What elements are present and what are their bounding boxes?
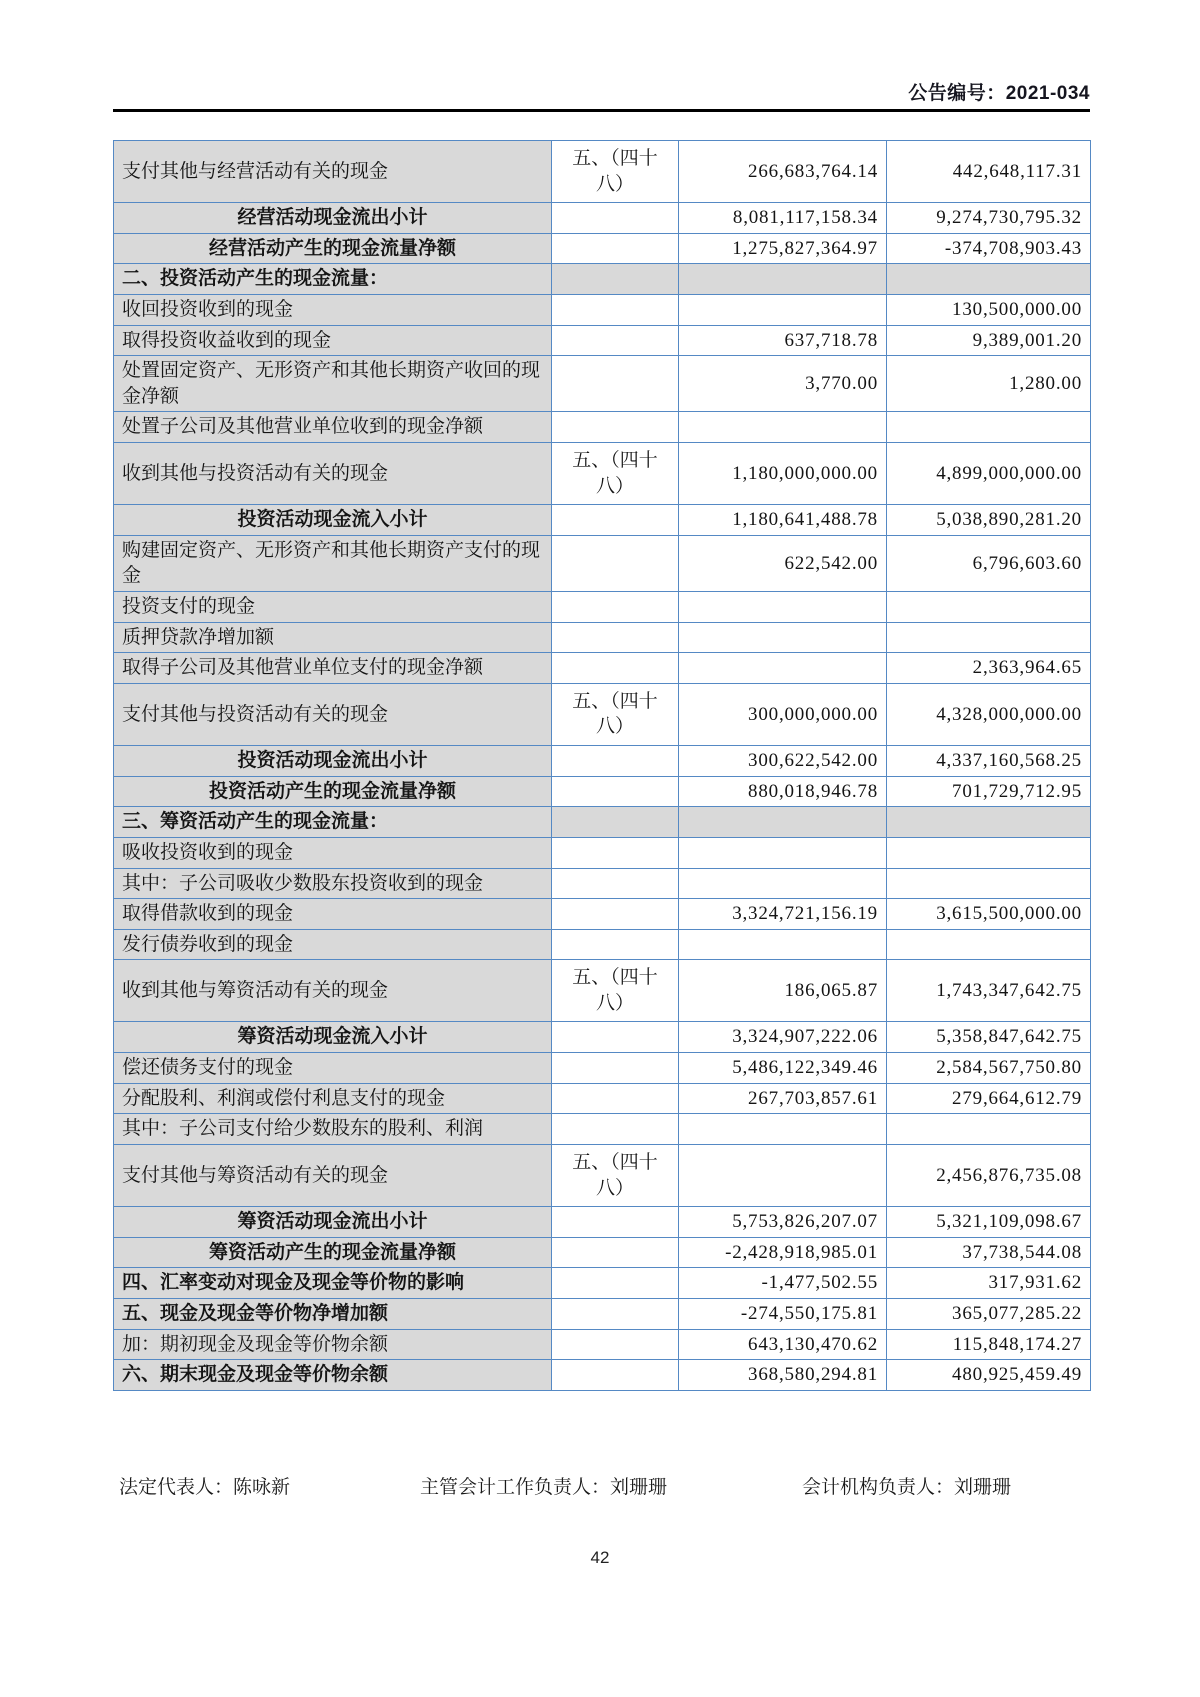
table-row [114, 1145, 1091, 1207]
row-prior-value: 6,796,603.60 [887, 535, 1091, 591]
table-row [114, 1083, 1091, 1114]
table-row [114, 807, 1091, 838]
row-label: 取得投资收益收到的现金 [114, 325, 552, 356]
row-note: 五、（四十八） [552, 1145, 679, 1207]
row-label: 分配股利、利润或偿付利息支付的现金 [114, 1083, 552, 1114]
row-prior-value [887, 592, 1091, 623]
row-prior-value: 115,848,174.27 [887, 1329, 1091, 1360]
table-row [114, 1022, 1091, 1053]
row-label: 筹资活动现金流出小计 [114, 1207, 552, 1238]
row-note [552, 1207, 679, 1238]
table-row [114, 1329, 1091, 1360]
row-label: 三、筹资活动产生的现金流量： [114, 807, 552, 838]
row-note [552, 776, 679, 807]
row-prior-value: 4,899,000,000.00 [887, 443, 1091, 505]
row-label: 支付其他与筹资活动有关的现金 [114, 1145, 552, 1207]
table-row [114, 203, 1091, 234]
table-row [114, 929, 1091, 960]
row-label: 二、投资活动产生的现金流量： [114, 264, 552, 295]
row-label: 处置子公司及其他营业单位收到的现金净额 [114, 412, 552, 443]
row-note [552, 745, 679, 776]
table-row [114, 837, 1091, 868]
row-current-value: 5,486,122,349.46 [679, 1053, 887, 1084]
table-row [114, 443, 1091, 505]
table-row [114, 653, 1091, 684]
row-current-value: 3,324,907,222.06 [679, 1022, 887, 1053]
row-label: 其中：子公司支付给少数股东的股利、利润 [114, 1114, 552, 1145]
row-current-value: 186,065.87 [679, 960, 887, 1022]
row-current-value [679, 929, 887, 960]
cash-flow-table-body [114, 141, 1091, 1391]
legal-representative: 法定代表人：陈咏新 [119, 1477, 291, 1498]
table-row [114, 1268, 1091, 1299]
row-label: 筹资活动产生的现金流量净额 [114, 1237, 552, 1268]
row-note [552, 535, 679, 591]
row-prior-value: 1,280.00 [887, 356, 1091, 412]
row-prior-value [887, 412, 1091, 443]
table-row [114, 683, 1091, 745]
row-current-value [679, 592, 887, 623]
row-note [552, 622, 679, 653]
row-label: 支付其他与投资活动有关的现金 [114, 683, 552, 745]
row-note [552, 1083, 679, 1114]
row-note [552, 233, 679, 264]
table-row [114, 868, 1091, 899]
row-note [552, 807, 679, 838]
row-current-value: 3,770.00 [679, 356, 887, 412]
row-current-value: 1,275,827,364.97 [679, 233, 887, 264]
row-current-value [679, 653, 887, 684]
table-row [114, 1237, 1091, 1268]
row-label: 投资活动产生的现金流量净额 [114, 776, 552, 807]
row-prior-value: 701,729,712.95 [887, 776, 1091, 807]
row-prior-value: 1,743,347,642.75 [887, 960, 1091, 1022]
row-prior-value [887, 264, 1091, 295]
row-label: 六、期末现金及现金等价物余额 [114, 1360, 552, 1391]
row-prior-value: 5,038,890,281.20 [887, 505, 1091, 536]
row-note [552, 929, 679, 960]
row-note [552, 505, 679, 536]
table-row [114, 776, 1091, 807]
row-note [552, 1329, 679, 1360]
row-current-value [679, 1145, 887, 1207]
header-rule [113, 109, 1090, 112]
table-row [114, 535, 1091, 591]
row-prior-value: 130,500,000.00 [887, 294, 1091, 325]
row-current-value [679, 1114, 887, 1145]
table-row [114, 622, 1091, 653]
row-label: 支付其他与经营活动有关的现金 [114, 141, 552, 203]
table-row [114, 505, 1091, 536]
row-current-value: 1,180,000,000.00 [679, 443, 887, 505]
row-prior-value: 5,321,109,098.67 [887, 1207, 1091, 1238]
row-note [552, 356, 679, 412]
row-prior-value: 442,648,117.31 [887, 141, 1091, 203]
table-row [114, 356, 1091, 412]
row-prior-value: 2,363,964.65 [887, 653, 1091, 684]
row-current-value [679, 807, 887, 838]
row-prior-value: 37,738,544.08 [887, 1237, 1091, 1268]
row-prior-value: 480,925,459.49 [887, 1360, 1091, 1391]
row-note [552, 1298, 679, 1329]
row-prior-value: 9,274,730,795.32 [887, 203, 1091, 234]
row-label: 收到其他与筹资活动有关的现金 [114, 960, 552, 1022]
row-current-value [679, 868, 887, 899]
row-current-value: 1,180,641,488.78 [679, 505, 887, 536]
row-current-value [679, 622, 887, 653]
announcement-number: 公告编号：2021-034 [908, 83, 1090, 104]
row-note: 五、（四十八） [552, 683, 679, 745]
row-note [552, 203, 679, 234]
row-label: 吸收投资收到的现金 [114, 837, 552, 868]
table-row [114, 1360, 1091, 1391]
row-prior-value [887, 837, 1091, 868]
row-current-value: -274,550,175.81 [679, 1298, 887, 1329]
row-note [552, 653, 679, 684]
table-row [114, 264, 1091, 295]
row-note [552, 412, 679, 443]
row-label: 购建固定资产、无形资产和其他长期资产支付的现金 [114, 535, 552, 591]
row-current-value: 8,081,117,158.34 [679, 203, 887, 234]
row-prior-value: 3,615,500,000.00 [887, 899, 1091, 930]
row-note [552, 1237, 679, 1268]
row-label: 取得借款收到的现金 [114, 899, 552, 930]
row-current-value [679, 294, 887, 325]
row-note [552, 264, 679, 295]
row-label: 收回投资收到的现金 [114, 294, 552, 325]
row-prior-value: 5,358,847,642.75 [887, 1022, 1091, 1053]
table-row [114, 141, 1091, 203]
row-prior-value [887, 1114, 1091, 1145]
row-prior-value: 2,456,876,735.08 [887, 1145, 1091, 1207]
row-prior-value: 365,077,285.22 [887, 1298, 1091, 1329]
accounting-agency-head: 会计机构负责人：刘珊珊 [802, 1477, 1012, 1498]
row-current-value: 300,000,000.00 [679, 683, 887, 745]
row-label: 加：期初现金及现金等价物余额 [114, 1329, 552, 1360]
row-label: 投资活动现金流入小计 [114, 505, 552, 536]
row-prior-value [887, 807, 1091, 838]
row-current-value [679, 412, 887, 443]
row-note [552, 1114, 679, 1145]
row-prior-value: 9,389,001.20 [887, 325, 1091, 356]
row-current-value [679, 264, 887, 295]
row-current-value: 5,753,826,207.07 [679, 1207, 887, 1238]
row-label: 投资支付的现金 [114, 592, 552, 623]
row-prior-value: 2,584,567,750.80 [887, 1053, 1091, 1084]
signatories-footer [113, 1472, 1090, 1502]
row-label: 发行债券收到的现金 [114, 929, 552, 960]
row-current-value [679, 837, 887, 868]
row-current-value: 622,542.00 [679, 535, 887, 591]
table-row [114, 1053, 1091, 1084]
row-label: 质押贷款净增加额 [114, 622, 552, 653]
row-note: 五、（四十八） [552, 443, 679, 505]
table-row [114, 325, 1091, 356]
row-label: 偿还债务支付的现金 [114, 1053, 552, 1084]
row-note [552, 294, 679, 325]
row-label: 其中：子公司吸收少数股东投资收到的现金 [114, 868, 552, 899]
page-number: 42 [590, 1548, 610, 1567]
row-label: 经营活动产生的现金流量净额 [114, 233, 552, 264]
row-note: 五、（四十八） [552, 141, 679, 203]
cash-flow-table [113, 140, 1091, 1391]
row-label: 筹资活动现金流入小计 [114, 1022, 552, 1053]
table-row [114, 294, 1091, 325]
row-note [552, 325, 679, 356]
row-prior-value [887, 868, 1091, 899]
row-current-value: 3,324,721,156.19 [679, 899, 887, 930]
row-label: 五、现金及现金等价物净增加额 [114, 1298, 552, 1329]
row-prior-value [887, 622, 1091, 653]
row-note: 五、（四十八） [552, 960, 679, 1022]
table-row [114, 1298, 1091, 1329]
row-note [552, 1268, 679, 1299]
row-current-value: -1,477,502.55 [679, 1268, 887, 1299]
row-note [552, 1360, 679, 1391]
row-current-value: 267,703,857.61 [679, 1083, 887, 1114]
row-note [552, 868, 679, 899]
row-prior-value [887, 929, 1091, 960]
row-label: 取得子公司及其他营业单位支付的现金净额 [114, 653, 552, 684]
row-current-value: -2,428,918,985.01 [679, 1237, 887, 1268]
row-note [552, 592, 679, 623]
row-note [552, 1022, 679, 1053]
row-current-value: 643,130,470.62 [679, 1329, 887, 1360]
row-current-value: 637,718.78 [679, 325, 887, 356]
chief-accounting-officer: 主管会计工作负责人：刘珊珊 [420, 1477, 668, 1498]
table-row [114, 899, 1091, 930]
row-prior-value: -374,708,903.43 [887, 233, 1091, 264]
row-current-value: 368,580,294.81 [679, 1360, 887, 1391]
table-row [114, 745, 1091, 776]
row-prior-value: 279,664,612.79 [887, 1083, 1091, 1114]
table-row [114, 233, 1091, 264]
table-row [114, 592, 1091, 623]
table-row [114, 1114, 1091, 1145]
row-label: 处置固定资产、无形资产和其他长期资产收回的现金净额 [114, 356, 552, 412]
table-row [114, 960, 1091, 1022]
row-current-value: 880,018,946.78 [679, 776, 887, 807]
row-current-value: 266,683,764.14 [679, 141, 887, 203]
row-label: 四、汇率变动对现金及现金等价物的影响 [114, 1268, 552, 1299]
row-label: 收到其他与投资活动有关的现金 [114, 443, 552, 505]
row-label: 经营活动现金流出小计 [114, 203, 552, 234]
table-row [114, 412, 1091, 443]
row-note [552, 837, 679, 868]
row-label: 投资活动现金流出小计 [114, 745, 552, 776]
row-note [552, 1053, 679, 1084]
row-prior-value: 317,931.62 [887, 1268, 1091, 1299]
row-note [552, 899, 679, 930]
row-prior-value: 4,337,160,568.25 [887, 745, 1091, 776]
table-row [114, 1207, 1091, 1238]
row-current-value: 300,622,542.00 [679, 745, 887, 776]
row-prior-value: 4,328,000,000.00 [887, 683, 1091, 745]
